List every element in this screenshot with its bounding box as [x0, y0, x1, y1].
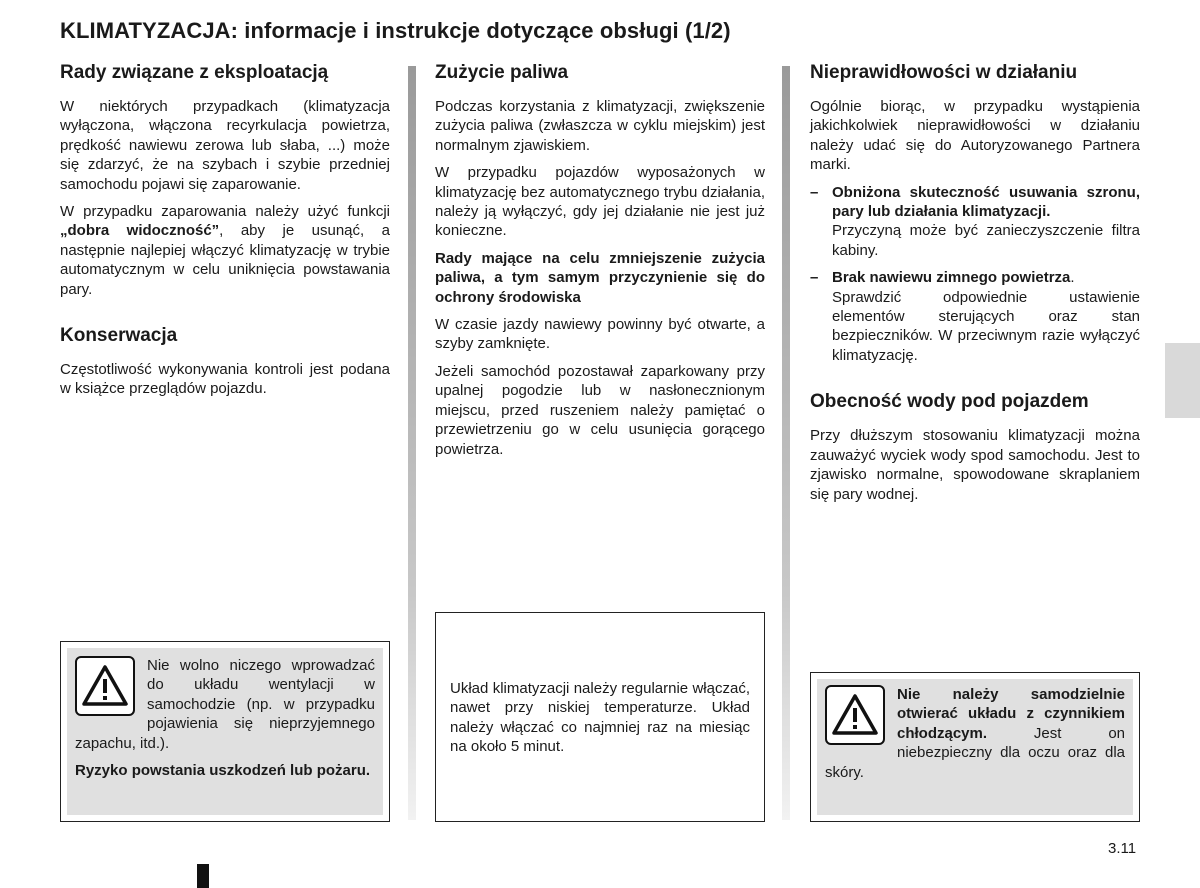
column-divider — [408, 66, 416, 820]
bullet-text: Przyczyną może być zanieczyszczenie filtra kabiny. — [832, 222, 1140, 259]
warning-box-inner — [67, 648, 383, 815]
paragraph-parked: Jeżeli samochód pozostawał zaparkowany przy upalnej pogodzie lub w nasłonecznionym miejscu, przed ruszeniem należy pamiętać o przewietrzeniu go w celu usunięcia gorącego powietrza. — [435, 362, 765, 458]
paragraph-eco-tips-heading — [435, 249, 765, 307]
section-heading-maintenance: Konserwacja — [60, 325, 178, 347]
warning-bold-text: Nie należy samodzielnie otwierać układu z czynnikiem chłodzącym. — [897, 686, 1125, 742]
column-right — [810, 60, 1140, 512]
paragraph-fuel-increase: Podczas korzystania z klimatyzacji, zwiększenie zużycia paliwa (zwłaszcza w cyklu miejskim) jest normalnym zjawiskiem. — [435, 98, 765, 154]
section-heading-water: Obecność wody pod pojazdem — [810, 391, 1089, 413]
warning-text: Jest on niebezpieczny dla oczu oraz dla skóry. — [825, 724, 1125, 781]
list-item — [810, 268, 1140, 365]
warning-text-block — [825, 685, 1125, 782]
bullet-text: Sprawdzić odpowiednie ustawienie elementów sterujących oraz stan bezpieczników. W przeciwnym razie wyłączyć klimatyzację. — [832, 288, 1140, 364]
paragraph-water: Przy dłuższym stosowaniu klimatyzacji można zauważyć wyciek wody spod samochodu. Jest to zjawisko normalne, spowodowane skraplaniem się pary wodnej. — [810, 427, 1140, 503]
bullet-title: Obniżona skuteczność usuwania szronu, pary lub działania klimatyzacji. — [832, 183, 1140, 221]
warning-box-inner — [817, 679, 1133, 815]
warning-triangle-icon — [825, 685, 885, 745]
paragraph-good-visibility — [60, 202, 390, 299]
warning-text-block — [75, 656, 375, 753]
column-divider — [782, 66, 790, 820]
bullet-title-dot: . — [1070, 269, 1075, 287]
list-item — [810, 183, 1140, 261]
info-box-regular-use — [435, 612, 765, 822]
warning-box-refrigerant — [810, 672, 1140, 822]
crop-mark — [197, 864, 209, 888]
paragraph-fogging: W niektórych przypadkach (klimatyzacja wyłączona, włączona recyrkulacja powietrza, prędkość nawiewu zerowa lub słaba, ...) może się zdarzyć, że na szybach i szybie przedniej samochodu pojawi się zaparowanie. — [60, 98, 390, 193]
text-span: W przypadku zaparowania należy użyć funkcji — [60, 203, 390, 221]
page-number: 3.11 — [1108, 840, 1137, 857]
bold-text: Rady mające na celu zmniejszenie zużycia paliwa, a tym samym przyczynienie się do ochrony środowiska — [435, 249, 765, 306]
column-middle — [435, 60, 765, 467]
column-left — [60, 60, 390, 407]
page-title: KLIMATYZACJA: informacje i instrukcje dotyczące obsługi (1/2) — [60, 18, 731, 43]
paragraph-maintenance: Częstotliwość wykonywania kontroli jest podana w książce przeglądów pojazdu. — [60, 361, 390, 398]
warning-box-ventilation — [60, 641, 390, 822]
section-heading-malfunctions: Nieprawidłowości w działaniu — [810, 62, 1078, 83]
warning-triangle-icon — [75, 656, 135, 716]
paragraph-malfunction-general: Ogólnie biorąc, w przypadku wystąpienia jakichkolwiek nieprawidłowości w działaniu należy udać się do Autoryzowanego Partnera marki. — [810, 98, 1140, 174]
paragraph-vents: W czasie jazdy nawiewy powinny być otwarte, a szyby zamknięte. — [435, 316, 765, 353]
bullet-dash: – — [810, 183, 819, 201]
warning-text: Nie wolno niczego wprowadzać do układu wentylacji w samochodzie (np. w przypadku pojawienia się nieprzyjemnego zapachu, itd.). — [75, 657, 375, 752]
section-heading-operation-tips: Rady związane z eksploatacją — [60, 62, 329, 83]
info-text: Układ klimatyzacji należy regularnie włączać, nawet przy niskiej temperaturze. Układ należy włączać co najmniej raz na miesiąc na około 5 minut. — [450, 680, 750, 756]
paragraph-manual-ac: W przypadku pojazdów wyposażonych w klimatyzację bez automatycznego trybu działania, należy ją wyłączyć, gdy jej działanie nie jest już konieczne. — [435, 164, 765, 240]
section-heading-fuel-consumption: Zużycie paliwa — [435, 62, 569, 83]
chapter-tab — [1165, 343, 1200, 418]
warning-risk — [75, 761, 375, 780]
function-name: „dobra widoczność” — [60, 222, 220, 240]
bullet-title: Brak nawiewu zimnego powietrza — [832, 269, 1071, 287]
text-span: , aby je usunąć, a następnie najlepiej włączyć klimatyzację w trybie automatycznym w celu uniknięcia powstawania pary. — [60, 222, 390, 298]
bold-text: Ryzyko powstania uszkodzeń lub pożaru. — [75, 762, 371, 780]
bullet-dash: – — [810, 269, 819, 287]
